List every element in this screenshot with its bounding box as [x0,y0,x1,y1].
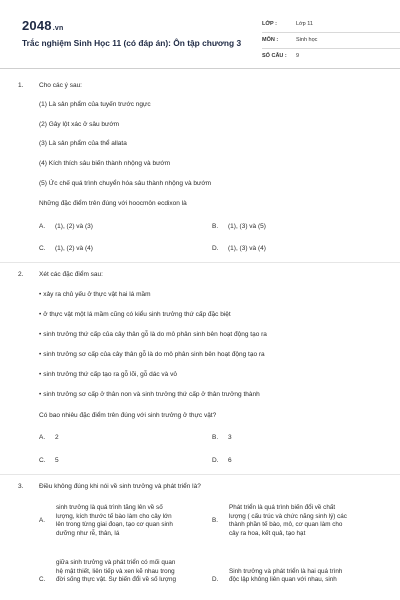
answer-option-a[interactable] [39,434,59,443]
statement-item: (1) Là sản phẩm của tuyến trước ngực [39,101,151,108]
option-text: 2 [55,434,59,441]
option-line: cây ra hoa, kết quả, tạo hạt [229,529,306,537]
feature-bullet: • ở thực vật một lá mầm cũng có kiểu sinh trưởng thứ cấp đặc biệt [39,311,231,320]
option-key: D. [212,457,219,464]
question-prompt: Những đặc điểm trên đúng với hoocmôn ecdixon là [39,200,187,207]
page-title: Trắc nghiệm Sinh Học 11 (có đáp án): Ôn tập chương 3 [22,38,242,48]
option-line: lượng, kích thước tế bào làm cho cây lớn [56,512,172,520]
meta-label: SỐ CÂU : [262,53,287,59]
question-prompt: Có bao nhiêu đặc điểm trên đúng với sinh trưởng ở thực vật? [39,412,217,419]
question-3 [18,483,388,600]
option-line: thành phần tế bào, mô, cơ quan làm cho [229,521,343,529]
answer-option-c[interactable] [39,245,93,254]
option-key: A. [39,223,46,230]
option-line: đời sống thực vật. Sự biến đổi về số lượng [56,576,176,584]
option-line: lên trong từng giai đoạn, tạo cơ quan sinh [56,521,173,529]
statement-item: (3) Là sản phẩm của thể allata [39,140,127,147]
meta-label: LỚP : [262,21,277,27]
answer-option-a[interactable] [39,504,209,544]
feature-bullet: • xảy ra chủ yếu ở thực vật hai lá mầm [39,291,151,300]
option-text [229,504,389,538]
option-text: 6 [228,457,232,464]
option-key: A. [39,434,46,441]
answer-option-d[interactable] [212,559,392,599]
option-line: dưỡng như rễ, thân, lá [56,529,120,537]
meta-label: MÔN : [262,37,279,43]
option-key: D. [212,576,219,583]
feature-bullet: • sinh trưởng sơ cấp của cây thân gỗ là do mô phân sinh bên hoạt động tạo ra [39,351,265,360]
answer-option-c[interactable] [39,457,59,466]
meta-value: 9 [296,53,300,59]
statement-item: (4) Kích thích sâu biến thành nhộng và bướm [39,160,171,167]
option-text: (1), (3) và (4) [228,245,266,252]
option-key: B. [212,434,219,441]
question-number: 1. [18,82,24,89]
option-line: Phát triển là quá trình biến đổi về chất [229,504,336,511]
option-text [56,559,206,585]
question-number: 3. [18,483,24,490]
header-divider [0,68,400,69]
option-key: D. [212,245,219,252]
logo-suffix: .vn [52,25,64,32]
question-divider [0,474,400,475]
feature-bullet: • sinh trưởng thứ cấp tạo ra gỗ lõi, gỗ dác và vỏ [39,371,177,380]
answer-option-a[interactable] [39,223,93,232]
option-text: (1), (3) và (5) [228,223,266,230]
option-line: sinh trưởng là quá trình tăng lên về số [56,504,163,511]
meta-row-subject [262,33,400,49]
answer-option-d[interactable] [212,457,232,466]
option-text: (1), (2) và (4) [55,245,93,252]
statement-item: (2) Gây lột xác ở sâu bướm [39,121,120,128]
site-logo[interactable] [22,18,63,33]
option-line: lượng ( cấu trúc và chức năng sinh lý) các [229,512,347,520]
option-key: C. [39,576,46,583]
option-key: B. [212,517,218,524]
question-1 [18,82,388,262]
option-key: B. [212,223,219,230]
answer-option-b[interactable] [212,434,232,443]
question-text: Điều không đúng khi nói về sinh trưởng và phát triển là? [39,483,201,490]
meta-table [262,17,400,64]
feature-bullet: • sinh trưởng sơ cấp ở thân non và sinh trưởng thứ cấp ở thân trưởng thành [39,391,260,400]
option-text: 5 [55,457,59,464]
logo-main: 2048 [22,18,52,33]
option-line: độc lập không liên quan với nhau, sinh [229,576,337,584]
document-header [14,8,394,64]
feature-bullet: • sinh trưởng thứ cấp của cây thân gỗ là do mô phân sinh bên hoạt động tạo ra [39,331,267,340]
answer-option-c[interactable] [39,559,209,599]
option-text: (1), (2) và (3) [55,223,93,230]
meta-row-count [262,49,400,64]
answer-option-d[interactable] [212,245,266,254]
question-divider [0,262,400,263]
option-key: C. [39,245,46,252]
option-text [56,504,206,538]
question-number: 2. [18,271,24,278]
option-line: hệ mật thiết, liên tiếp và xen kẽ nhau trong [56,567,175,575]
answer-option-b[interactable] [212,223,266,232]
option-key: A. [39,517,45,524]
option-line: Sinh trưởng và phát triển là hai quá trình [229,567,343,575]
question-text: Xét các đặc điểm sau: [39,271,103,278]
option-key: C. [39,457,46,464]
option-text: 3 [228,434,232,441]
option-text [229,559,389,585]
meta-row-class [262,17,400,33]
option-line: giữa sinh trưởng và phát triển có mối quan [56,559,176,566]
answer-option-b[interactable] [212,504,392,544]
question-text: Cho các ý sau: [39,82,82,89]
meta-value: Sinh học [296,37,318,43]
option-line [229,559,389,568]
statement-item: (5) Ức chế quá trình chuyển hóa sâu thành nhộng và bướm [39,180,212,187]
meta-value: Lớp 11 [296,21,313,27]
question-2 [18,271,388,466]
